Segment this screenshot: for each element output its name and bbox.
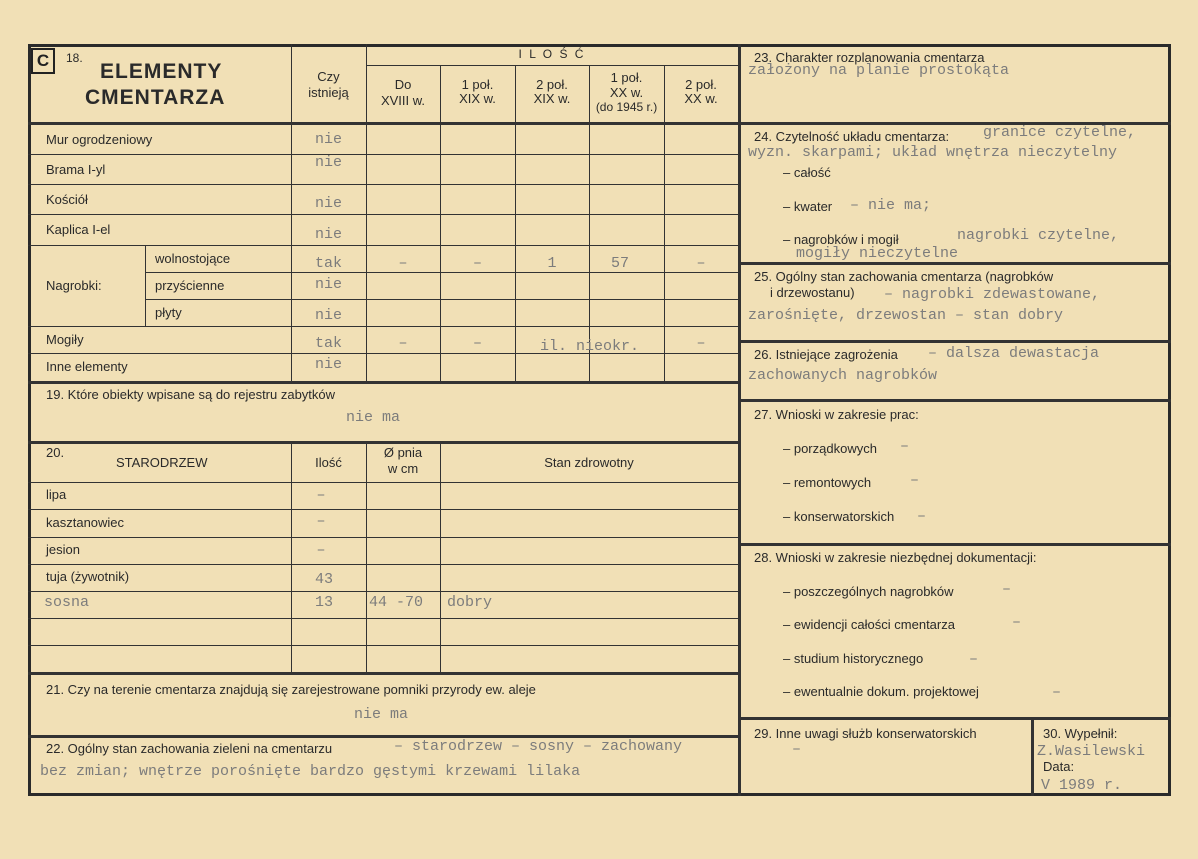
grid-line [738,717,1171,720]
mogily-exists: tak [314,335,342,352]
row-label-brama: Brama I-yl [46,162,106,177]
s23-value: założony na planie prostokąta [748,62,1010,79]
s30-date: V 1989 r. [1041,777,1123,794]
s28-dash-1: – [1002,581,1012,598]
period-2-l1: 1 poł. [461,77,494,92]
wolno-period-3: 1 [547,255,557,272]
tree-qty-jesion: – [316,542,326,559]
grid-line [738,340,1171,343]
s28-item-nagrobkow: – poszczególnych nagrobków [783,584,954,599]
s27-dash-2: – [910,472,920,489]
row-label-plyty: płyty [155,305,182,320]
col-exists-line2: istnieją [308,85,349,100]
period-3-l2: XIX w. [533,91,571,106]
row-label-kaplica: Kaplica I-el [46,222,111,237]
s24-label: 24. Czytelność układu cmentarza: [754,129,950,144]
row-label-przyscienne: przyścienne [155,278,225,293]
grid-line [28,645,738,646]
grid-line [1031,717,1034,796]
s26-value-2: zachowanych nagrobków [748,367,938,384]
tree-name-jesion: jesion [46,542,80,557]
period-4-l3: (do 1945 r.) [595,100,658,114]
period-4-l2: XX w. [609,85,644,100]
inne-exists: nie [314,356,342,373]
mogily-period-5: – [696,335,706,352]
s29-label: 29. Inne uwagi służb konserwatorskich [754,726,977,741]
row-label-mogily: Mogiły [46,332,84,347]
s21-value: nie ma [354,706,409,723]
grid-line [28,509,738,510]
s24-nagrobkow: – nagrobków i mogił [783,232,899,247]
grid-line [28,564,738,565]
s30-label: 30. Wypełnił: [1043,726,1118,741]
plyty-exists: nie [314,307,342,324]
s30-date-label: Data: [1043,759,1075,774]
s20-col-pnia-2: w cm [387,461,419,476]
s28-dash-4: – [1052,684,1062,701]
period-1-l2: XVIII w. [380,93,426,108]
s30-name: Z.Wasilewski [1037,743,1146,760]
grid-line [28,245,738,246]
s22-value-2: bez zmian; wnętrze porośnięte bardzo gęstymi krzewami lilaka [40,763,581,780]
wolno-period-5: – [696,255,706,272]
mogily-period-1: – [398,335,408,352]
s22-label: 22. Ogólny stan zachowania zieleni na cmentarzu [46,741,333,756]
wolno-period-1: – [398,255,408,272]
tree-name-tuja: tuja (żywotnik) [46,569,130,584]
s27-item-remontowych: – remontowych [783,475,872,490]
s26-value-1: – dalsza dewastacja [928,345,1100,362]
s28-item-ewidencji: – ewidencji całości cmentarza [783,617,955,632]
tree-qty-sosna: 13 [314,594,333,611]
tree-name-kasztanowiec: kasztanowiec [46,515,125,530]
s24-nagrobkow-value: nagrobki czytelne, [957,227,1120,244]
s27-label: 27. Wnioski w zakresie prac: [754,407,919,422]
s26-label: 26. Istniejące zagrożenia [754,347,898,362]
s20-col-ilosc: Ilość [315,455,342,470]
grid-line [28,537,738,538]
grid-line [28,591,738,592]
tree-qty-kasztanowiec: – [316,513,326,530]
s24-value-2: wyzn. skarpami; układ wnętrza nieczytelny [748,144,1118,161]
s24-nagrobkow-value-2: mogiły nieczytelne [796,245,959,262]
section-18-number: 18. [66,51,83,65]
s19-label: 19. Które obiekty wpisane są do rejestru zabytków [46,387,336,402]
grid-line [738,399,1171,402]
col-exists-line1: Czy [317,69,340,84]
s25-label-2: i drzewostanu) [770,285,855,300]
s28-item-studium: – studium historycznego [783,651,924,666]
s27-item-porzadkowych: – porządkowych [783,441,877,456]
grid-line [28,214,738,215]
row-label-mur: Mur ogrodzeniowy [46,132,153,147]
period-4-l1: 1 poł. [610,70,643,85]
s23-label: 23. Charakter rozplanowania cmentarza [754,50,985,65]
grid-line [28,441,738,444]
tree-pnia-sosna: 44 -70 [369,594,424,611]
grid-line [145,245,146,326]
row-label-inne: Inne elementy [46,359,128,374]
s24-kwater-value: – nie ma; [850,197,932,214]
ilosc-header: I L O Ś Ć [518,47,586,61]
grid-line [28,672,738,675]
s20-col-stan: Stan zdrowotny [544,455,634,470]
brama-exists: nie [314,154,342,171]
section-18-title-2: CMENTARZA [85,86,226,109]
grid-line [28,122,738,125]
tree-stan-sosna: dobry [447,594,493,611]
kaplica-exists: nie [314,226,342,243]
s20-number: 20. [46,445,65,460]
s24-kwater: – kwater [783,199,833,214]
grid-line [366,65,738,66]
tree-name-sosna: sosna [44,594,90,611]
grid-line [440,441,441,672]
s19-value: nie ma [346,409,401,426]
s20-title: STARODRZEW [116,455,208,470]
tree-name-lipa: lipa [46,487,67,502]
s24-value-1: granice czytelne, [983,124,1137,141]
period-3-l1: 2 poł. [536,77,568,92]
mogily-period-3: il. nieokr. [540,338,640,355]
grid-line [145,299,738,300]
s29-value: – [792,741,802,758]
mogily-period-2: – [472,335,482,352]
center-divider [738,44,741,796]
grid-line [28,618,738,619]
wolno-period-2: – [472,255,482,272]
grid-line [28,154,738,155]
s22-value-1: – starodrzew – sosny – zachowany [394,738,683,755]
period-1-l1: Do [394,77,412,92]
s27-dash-3: – [917,508,927,525]
s28-dash-3: – [969,651,979,668]
s28-item-projektowej: – ewentualnie dokum. projektowej [783,684,979,699]
s25-value-1: – nagrobki zdewastowane, [884,286,1101,303]
period-5-l2: XX w. [684,91,718,106]
mur-exists: nie [314,131,342,148]
grid-line [28,326,738,327]
kosciol-exists: nie [314,195,342,212]
row-label-kosciol: Kościół [46,192,88,207]
grid-line [515,65,516,383]
grid-line [28,184,738,185]
s28-dash-2: – [1012,614,1022,631]
s21-label: 21. Czy na terenie cmentarza znajdują się zarejestrowane pomniki przyrody ew. aleje [46,682,536,697]
s24-calosc: – całość [783,165,831,180]
s25-value-2: zarośnięte, drzewostan – stan dobry [748,307,1064,324]
s20-col-pnia-1: Ø pnia [383,445,423,460]
s27-item-konserwatorskich: – konserwatorskich [783,509,895,524]
row-label-nagrobki: Nagrobki: [46,278,102,293]
s25-label-1: 25. Ogólny stan zachowania cmentarza (nagrobków [754,269,1054,284]
grid-line [28,381,738,384]
s27-dash-1: – [900,438,910,455]
section-letter-box: C [31,48,55,74]
grid-line [28,482,738,483]
s28-label: 28. Wnioski w zakresie niezbędnej dokumentacji: [754,550,1037,565]
przysc-exists: nie [314,276,342,293]
wolno-period-4: 57 [610,255,629,272]
period-2-l2: XIX w. [459,91,496,106]
grid-line [738,543,1171,546]
wolno-exists: tak [314,255,342,272]
section-18-title-1: ELEMENTY [100,60,223,83]
period-5-l1: 2 poł. [685,77,717,92]
row-label-wolnostojace: wolnostojące [155,251,231,266]
tree-qty-lipa: – [316,487,326,504]
tree-qty-tuja: 43 [314,571,333,588]
